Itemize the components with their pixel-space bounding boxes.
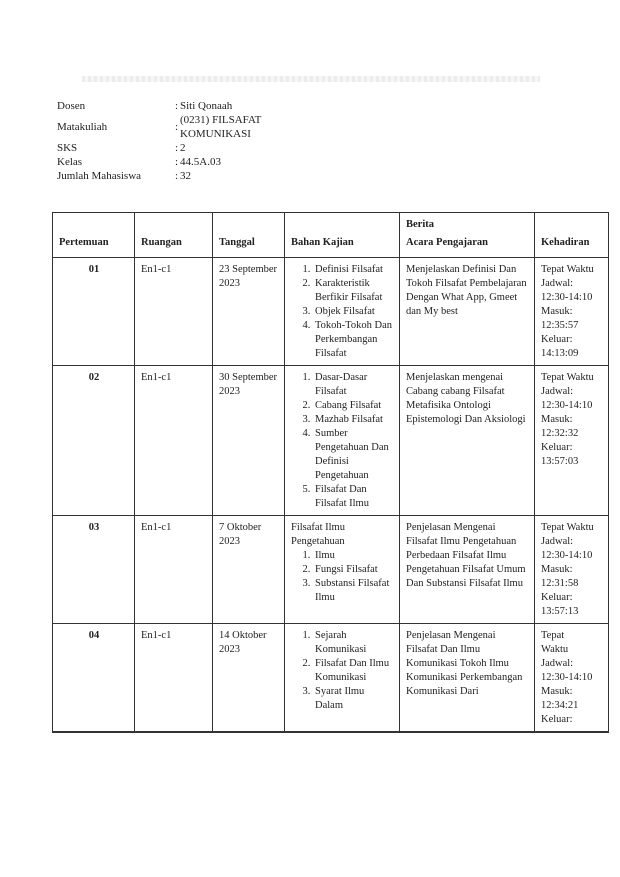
kehadiran-line: Tepat Waktu — [541, 522, 594, 533]
cell-bahan-kajian — [285, 366, 400, 516]
kehadiran-line: 12:35:57 — [541, 320, 579, 331]
cell-bahan-kajian — [285, 516, 400, 624]
header-berita-line2: Acara Pengajaran — [406, 237, 488, 248]
kehadiran-line: 12:30-14:10 — [541, 672, 593, 683]
cell-pertemuan: 01 — [53, 258, 135, 366]
header-berita-line1: Berita — [406, 219, 434, 230]
matakuliah-value — [180, 113, 300, 141]
kehadiran-line: Keluar: — [541, 714, 573, 725]
bahan-intro: Filsafat Ilmu Pengetahuan — [291, 522, 345, 547]
bahan-item: 3. Mazhab Filsafat — [313, 413, 394, 427]
cell-pertemuan: 03 — [53, 516, 135, 624]
kehadiran-line: Keluar: — [541, 442, 573, 453]
kehadiran-line: Keluar: — [541, 334, 573, 345]
colon: : — [175, 121, 179, 133]
header-pertemuan: Pertemuan — [53, 213, 135, 258]
colon: : — [175, 142, 179, 154]
dosen-label: Dosen — [57, 100, 86, 112]
kehadiran-line: Masuk: — [541, 306, 573, 317]
bahan-item: 5. Filsafat Dan Filsafat Ilmu — [313, 483, 394, 511]
info-row-dosen — [57, 99, 300, 113]
colon: : — [175, 100, 179, 112]
cell-ruangan: En1-c1 — [135, 366, 213, 516]
bahan-item: 2. Filsafat Dan Ilmu Komunikasi — [313, 657, 394, 685]
kehadiran-line: Jadwal: — [541, 658, 574, 669]
kehadiran-line: Waktu — [541, 644, 569, 655]
table-row — [53, 516, 609, 624]
cell-tanggal: 23 September 2023 — [213, 258, 285, 366]
matakuliah-label: Matakuliah — [57, 121, 108, 133]
cell-berita-acara: Menjelaskan mengenai Cabang cabang Filsafat Metafisika Ontologi Epistemologi Dan Aksiologi — [400, 366, 535, 516]
info-row-sks — [57, 141, 300, 155]
cell-berita-acara: Menjelaskan Definisi Dan Tokoh Filsafat Pembelajaran Dengan What App, Gmeet dan My best — [400, 258, 535, 366]
kehadiran-line: 14:13:09 — [541, 348, 579, 359]
cell-pertemuan: 04 — [53, 624, 135, 733]
jumlah-mahasiswa-label: Jumlah Mahasiswa — [57, 170, 142, 182]
info-row-jumlah — [57, 169, 300, 183]
cell-kehadiran — [535, 624, 609, 733]
cell-bahan-kajian — [285, 624, 400, 733]
kehadiran-line: 12:31:58 — [541, 578, 579, 589]
table-row — [53, 366, 609, 516]
table-row — [53, 258, 609, 366]
kehadiran-line: Keluar: — [541, 592, 573, 603]
bahan-item: 2. Cabang Filsafat — [313, 399, 394, 413]
info-row-kelas — [57, 155, 300, 169]
kehadiran-line: 12:30-14:10 — [541, 400, 593, 411]
colon: : — [175, 170, 179, 182]
kehadiran-line: Masuk: — [541, 564, 573, 575]
bahan-item: 1. Definisi Filsafat — [313, 263, 394, 277]
bahan-item: 1. Dasar-Dasar Filsafat — [313, 371, 394, 399]
header-berita-acara — [400, 213, 535, 258]
kehadiran-line: Tepat — [541, 630, 565, 641]
bahan-list — [291, 629, 394, 713]
kehadiran-line: Jadwal: — [541, 536, 574, 547]
bahan-item: 3. Substansi Filsafat Ilmu — [313, 577, 394, 605]
kehadiran-line: 12:34:21 — [541, 700, 579, 711]
header-divider — [82, 76, 540, 82]
kehadiran-line: 13:57:13 — [541, 606, 579, 617]
bahan-item: 4. Tokoh-Tokoh Dan Perkembangan Filsafat — [313, 319, 394, 361]
bahan-item: 1. Ilmu — [313, 549, 394, 563]
kehadiran-line: Tepat Waktu — [541, 372, 594, 383]
cell-kehadiran — [535, 516, 609, 624]
sks-label: SKS — [57, 142, 78, 154]
kehadiran-line: Masuk: — [541, 414, 573, 425]
cell-tanggal: 7 Oktober 2023 — [213, 516, 285, 624]
cell-tanggal: 30 September 2023 — [213, 366, 285, 516]
kehadiran-line: Jadwal: — [541, 386, 574, 397]
bahan-list — [291, 263, 394, 361]
matakuliah-value-line1: (0231) FILSAFAT — [180, 114, 262, 126]
bahan-item: 2. Fungsi Filsafat — [313, 563, 394, 577]
table-row — [53, 624, 609, 733]
header-tanggal: Tanggal — [213, 213, 285, 258]
kehadiran-line: 13:57:03 — [541, 456, 579, 467]
cell-ruangan: En1-c1 — [135, 624, 213, 733]
attendance-table — [52, 212, 609, 733]
bahan-list — [291, 549, 394, 605]
cell-berita-acara: Penjelasan Mengenai Filsafat Ilmu Pengetahuan Perbedaan Filsafat Ilmu Pengetahuan Filsafat Umum Dan Substansi Filsafat Ilmu — [400, 516, 535, 624]
course-info — [57, 99, 300, 183]
cell-berita-acara: Penjelasan Mengenai Filsafat Dan Ilmu Komunikasi Tokoh Ilmu Komunikasi Perkembangan Komunikasi Dari — [400, 624, 535, 733]
kehadiran-line: 12:32:32 — [541, 428, 579, 439]
bahan-item: 4. Sumber Pengetahuan Dan Definisi Pengetahuan — [313, 427, 394, 483]
cell-bahan-kajian — [285, 258, 400, 366]
jumlah-mahasiswa-value: 32 — [180, 170, 191, 182]
cell-kehadiran — [535, 366, 609, 516]
bahan-item: 3. Syarat Ilmu Dalam — [313, 685, 394, 713]
cell-kehadiran — [535, 258, 609, 366]
cell-pertemuan: 02 — [53, 366, 135, 516]
kelas-value: 44.5A.03 — [180, 156, 221, 168]
matakuliah-value-line2: KOMUNIKASI — [180, 128, 251, 140]
kehadiran-line: Tepat Waktu — [541, 264, 594, 275]
header-ruangan: Ruangan — [135, 213, 213, 258]
header-kehadiran: Kehadiran — [535, 213, 609, 258]
cell-ruangan: En1-c1 — [135, 258, 213, 366]
dosen-value: Siti Qonaah — [180, 100, 233, 112]
bahan-list — [291, 371, 394, 511]
header-bahan-kajian: Bahan Kajian — [285, 213, 400, 258]
info-row-matakuliah — [57, 113, 300, 141]
cell-tanggal: 14 Oktober 2023 — [213, 624, 285, 733]
kehadiran-line: 12:30-14:10 — [541, 550, 593, 561]
sks-value: 2 — [180, 142, 186, 154]
kehadiran-line: 12:30-14:10 — [541, 292, 593, 303]
cell-ruangan: En1-c1 — [135, 516, 213, 624]
kelas-label: Kelas — [57, 156, 83, 168]
bahan-item: 3. Objek Filsafat — [313, 305, 394, 319]
table-header-row — [53, 213, 609, 258]
kehadiran-line: Masuk: — [541, 686, 573, 697]
kehadiran-line: Jadwal: — [541, 278, 574, 289]
bahan-item: 2. Karakteristik Berfikir Filsafat — [313, 277, 394, 305]
colon: : — [175, 156, 179, 168]
bahan-item: 1. Sejarah Komunikasi — [313, 629, 394, 657]
